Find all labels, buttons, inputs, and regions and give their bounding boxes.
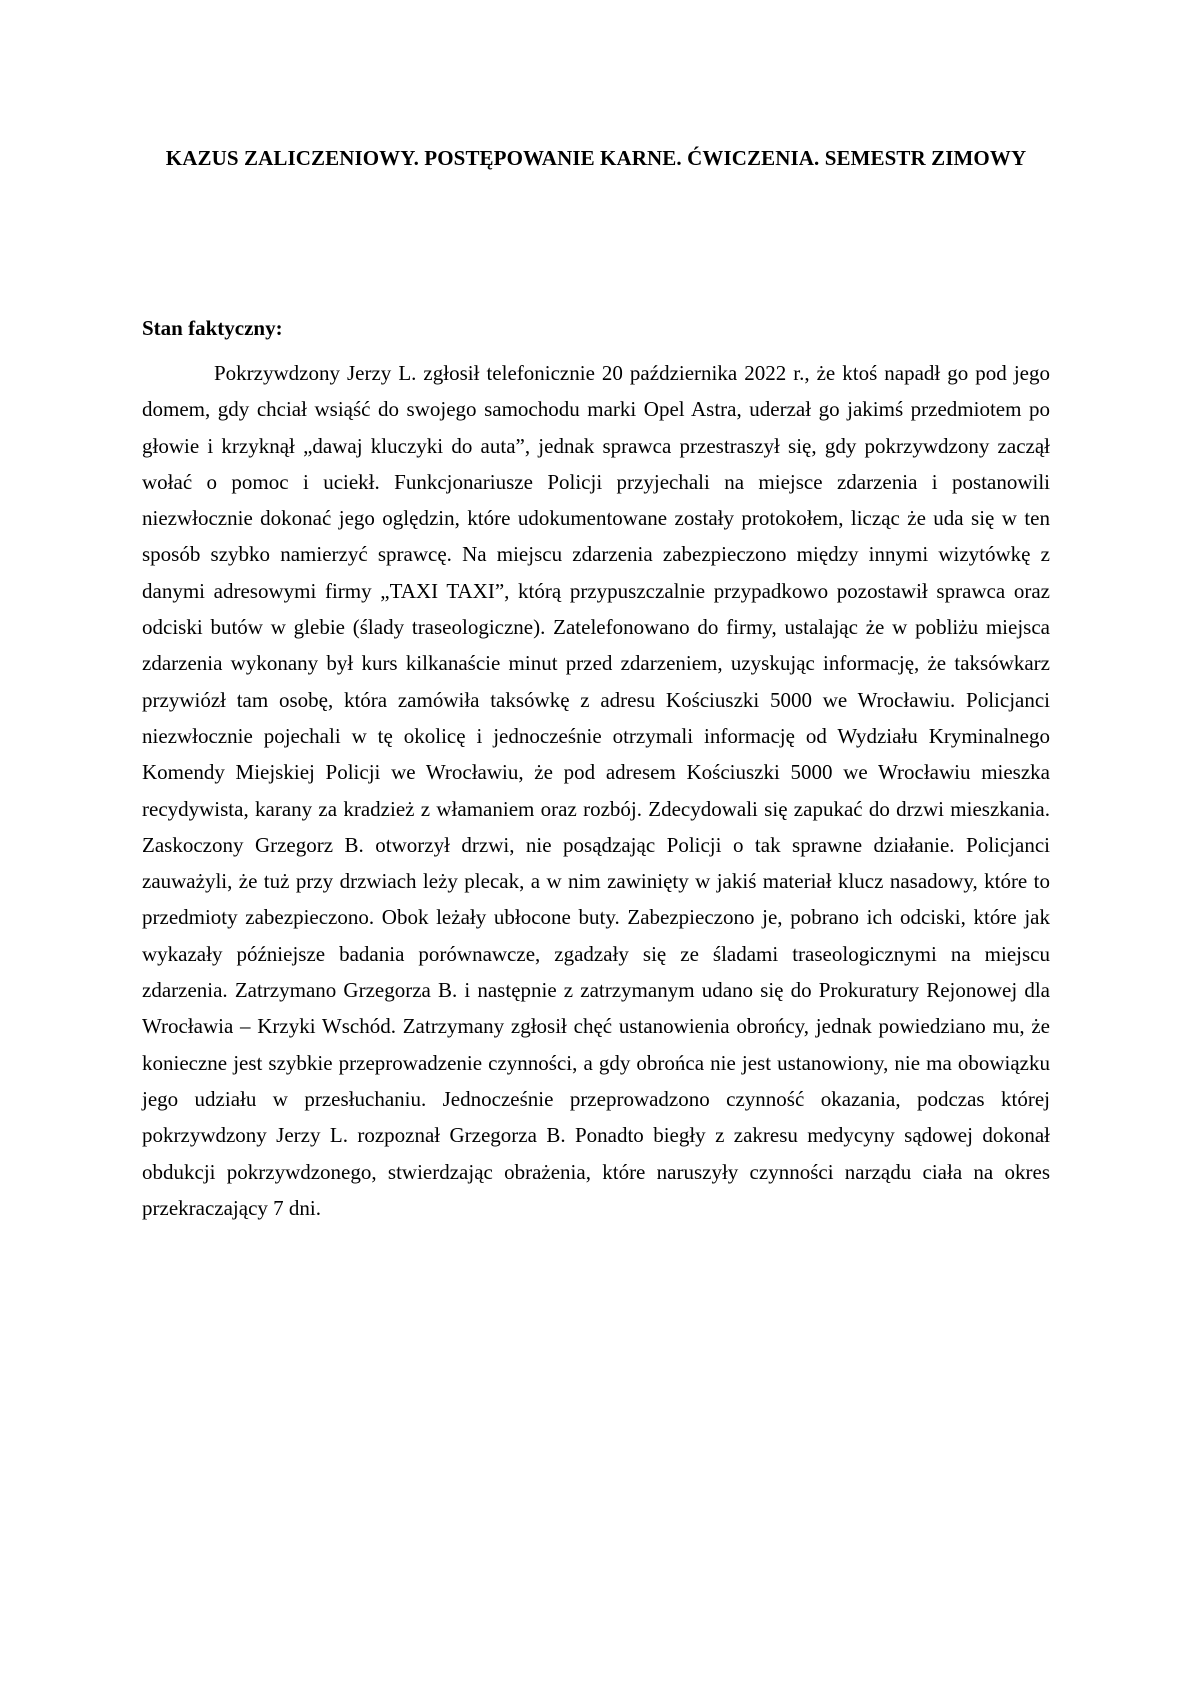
facts-paragraph: Pokrzywdzony Jerzy L. zgłosił telefonicznie 20 października 2022 r., że ktoś napadł go pod jego domem, gdy chciał wsiąść do swojego samochodu marki Opel Astra, uderzał go jakimś przedmiotem po głowie i krzyknął „dawaj kluczyki do auta”, jednak sprawca przestraszył się, gdy pokrzywdzony zaczął wołać o pomoc i uciekł. Funkcjonariusze Policji przyjechali na miejsce zdarzenia i postanowili niezwłocznie dokonać jego oględzin, które udokumentowane zostały protokołem, licząc że uda się w ten sposób szybko namierzyć sprawcę. Na miejscu zdarzenia zabezpieczono między innymi wizytówkę z danymi adresowymi firmy „TAXI TAXI”, którą przypuszczalnie przypadkowo pozostawił sprawca oraz odciski butów w glebie (ślady traseologiczne). Zatelefonowano do firmy, ustalając że w pobliżu miejsca zdarzenia wykonany był kurs kilkanaście minut przed zdarzeniem, uzyskując informację, że taksówkarz przywiózł tam osobę, która zamówiła taksówkę z adresu Kościuszki 5000 we Wrocławiu. Policjanci niezwłocznie pojechali w tę okolicę i jednocześnie otrzymali informację od Wydziału Kryminalnego Komendy Miejskiej Policji we Wrocławiu, że pod adresem Kościuszki 5000 we Wrocławiu mieszka recydywista, karany za kradzież z włamaniem oraz rozbój. Zdecydowali się zapukać do drzwi mieszkania. Zaskoczony Grzegorz B. otworzył drzwi, nie posądzając Policji o tak sprawne działanie. Policjanci zauważyli, że tuż przy drzwiach leży plecak, a w nim zawinięty w jakiś materiał klucz nasadowy, które to przedmioty zabezpieczono. Obok leżały ubłocone buty. Zabezpieczono je, pobrano ich odciski, które jak wykazały późniejsze badania porównawcze, zgadzały się ze śladami traseologicznymi na miejscu zdarzenia. Zatrzymano Grzegorza B. i następnie z zatrzymanym udano się do Prokuratury Rejonowej dla Wrocławia – Krzyki Wschód. Zatrzymany zgłosił chęć ustanowienia obrońcy, jednak powiedziano mu, że konieczne jest szybkie przeprowadzenie czynności, a gdy obrońca nie jest ustanowiony, nie ma obowiązku jego udziału w przesłuchaniu. Jednocześnie przeprowadzono czynność okazania, podczas której pokrzywdzony Jerzy L. rozpoznał Grzegorza B. Ponadto biegły z zakresu medycyny sądowej dokonał obdukcji pokrzywdzonego, stwierdzając obrażenia, które naruszyły czynności narządu ciała na okres przekraczający 7 dni. bbox=[142, 361, 1050, 1220]
document-title: KAZUS ZALICZENIOWY. POSTĘPOWANIE KARNE. ĆWICZENIA. SEMESTR ZIMOWY bbox=[165, 146, 1027, 170]
section-heading: Stan faktyczny: bbox=[142, 316, 283, 340]
